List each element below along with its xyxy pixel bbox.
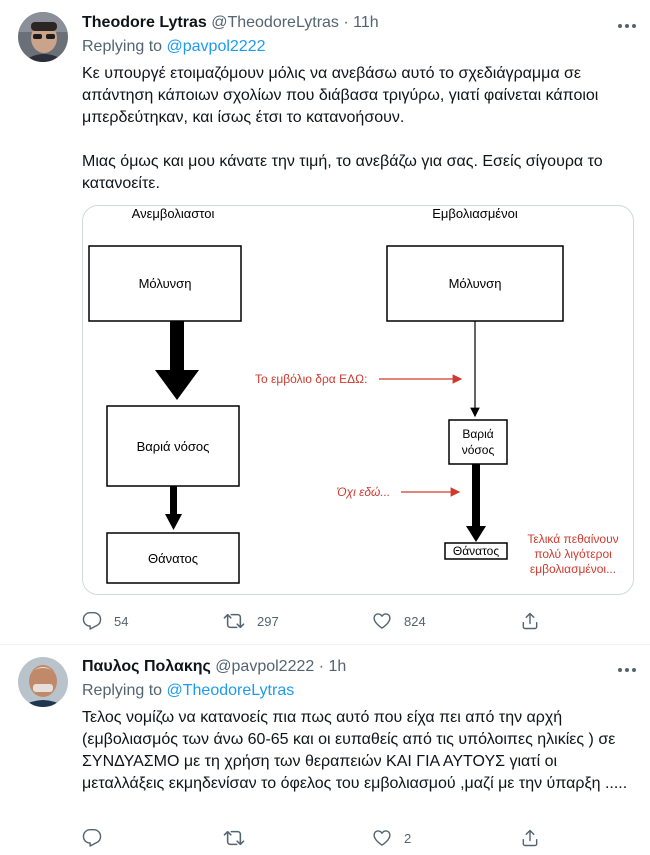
replying-to-label: Replying to bbox=[82, 38, 163, 55]
right-box-infection-label: Μόλυνση bbox=[448, 276, 502, 291]
retweet-button[interactable] bbox=[223, 823, 257, 853]
tweet-actions bbox=[82, 823, 638, 853]
replying-to bbox=[82, 38, 265, 56]
reply-button[interactable] bbox=[82, 823, 114, 853]
timestamp[interactable]: 1h bbox=[328, 658, 347, 675]
avatar-pavlos-polakis[interactable] bbox=[18, 657, 68, 707]
arrow-left-2 bbox=[165, 486, 182, 530]
note-final-line-2: πολύ λιγότεροι bbox=[534, 547, 612, 561]
like-button[interactable] bbox=[372, 823, 411, 853]
tweet-text bbox=[82, 63, 638, 195]
like-count: 2 bbox=[404, 830, 412, 846]
like-icon bbox=[372, 611, 392, 631]
more-icon[interactable] bbox=[616, 659, 638, 681]
tweet-text-paragraph: Τελος νομίζω να κατανοείς πια πως αυτό που είχα πει από την αρχή (εμβολιασμός των άνω 60-65 και οι ευπαθείς από τις υπόλοιπες ηλικίες ) σε ΣΥΝΔΥΑΣΜΟ με τη χρήση των θεραπειών ΚΑΙ ΓΙΑ ΑΥΤΟΥΣ γιατί οι μεταλλάξεις εκμηδενίσαν το όφελος του εμβολιασμού ,μαζί με την ύπαρξη ..... bbox=[82, 709, 628, 792]
separator-dot: · bbox=[318, 658, 325, 675]
tweet-text-paragraph-1: Κε υπουργέ ετοιμαζόμουν μόλις να ανεβάσω αυτό το σχεδιάγραμμα σε απάντηση κάποιων σχολίων που διάβασα τριγύρω, γιατί φαίνεται κάποιοι μπερδεύτηκαν, και ίσως έτσι το κατανοήσουν. bbox=[82, 65, 599, 126]
note-vaccine-acts-here: Το εμβόλιο δρα ΕΔΩ: bbox=[255, 372, 368, 386]
share-button[interactable] bbox=[520, 606, 540, 636]
reply-icon bbox=[82, 828, 102, 848]
user-handle[interactable]: @pavpol2222 bbox=[215, 658, 315, 675]
replying-to bbox=[82, 682, 294, 700]
left-box-severe-disease-label: Βαριά νόσος bbox=[136, 439, 210, 454]
retweet-icon bbox=[223, 611, 245, 631]
diagram-left-title: Ανεμβολιαστοι bbox=[131, 206, 215, 221]
user-handle[interactable]: @TheodoreLytras bbox=[211, 14, 339, 31]
note-not-here: Όχι εδώ... bbox=[337, 485, 391, 499]
thick-arrow-right-2 bbox=[466, 464, 486, 542]
reply-button[interactable] bbox=[82, 606, 128, 636]
replying-to-label: Replying to bbox=[82, 682, 163, 699]
right-box-severe-disease-label-1: Βαριά bbox=[462, 427, 494, 441]
retweet-button[interactable] bbox=[223, 606, 279, 636]
left-box-infection-label: Μόλυνση bbox=[138, 276, 192, 291]
tweet-pavlos-polakis[interactable] bbox=[0, 645, 650, 855]
thick-arrow-left-1 bbox=[155, 321, 199, 400]
reply-icon bbox=[82, 611, 102, 631]
reply-count: 54 bbox=[114, 613, 129, 629]
right-box-death-label: Θάνατος bbox=[452, 544, 500, 558]
tweet-text-paragraph-2: Μιας όμως και μου κάνατε την τιμή, το ανεβάζω για σας. Εσείς σίγουρα το κατανοείτε. bbox=[82, 153, 603, 192]
share-icon bbox=[520, 611, 540, 631]
retweet-count: 297 bbox=[257, 613, 279, 629]
display-name[interactable]: Theodore Lytras bbox=[82, 14, 207, 31]
separator-dot: · bbox=[343, 14, 349, 31]
diagram-right-title: Εμβολιασμένοι bbox=[432, 206, 518, 221]
avatar-theodore-lytras[interactable] bbox=[18, 12, 68, 62]
note-final-line-1: Τελικά πεθαίνουν bbox=[527, 532, 619, 546]
timestamp[interactable]: 11h bbox=[353, 14, 379, 31]
tweet-actions bbox=[82, 606, 638, 636]
note-final-line-3: εμβολιασμένοι... bbox=[529, 562, 617, 576]
retweet-icon bbox=[223, 828, 245, 848]
share-button[interactable] bbox=[520, 823, 540, 853]
display-name[interactable]: Παυλος Πολακης bbox=[82, 658, 211, 675]
replying-to-link[interactable]: @pavpol2222 bbox=[166, 38, 266, 55]
right-box-severe-disease-label-2: νόσος bbox=[461, 443, 495, 457]
left-box-death-label: Θάνατος bbox=[147, 551, 199, 566]
tweet-image-diagram[interactable] bbox=[82, 205, 634, 595]
replying-to-link[interactable]: @TheodoreLytras bbox=[166, 682, 295, 699]
tweet-text bbox=[82, 707, 638, 795]
more-icon[interactable] bbox=[616, 15, 638, 37]
like-icon bbox=[372, 828, 392, 848]
tweet-header bbox=[82, 658, 346, 676]
share-icon bbox=[520, 828, 540, 848]
like-count: 824 bbox=[404, 613, 426, 629]
tweet-header bbox=[82, 14, 379, 32]
like-button[interactable] bbox=[372, 606, 426, 636]
